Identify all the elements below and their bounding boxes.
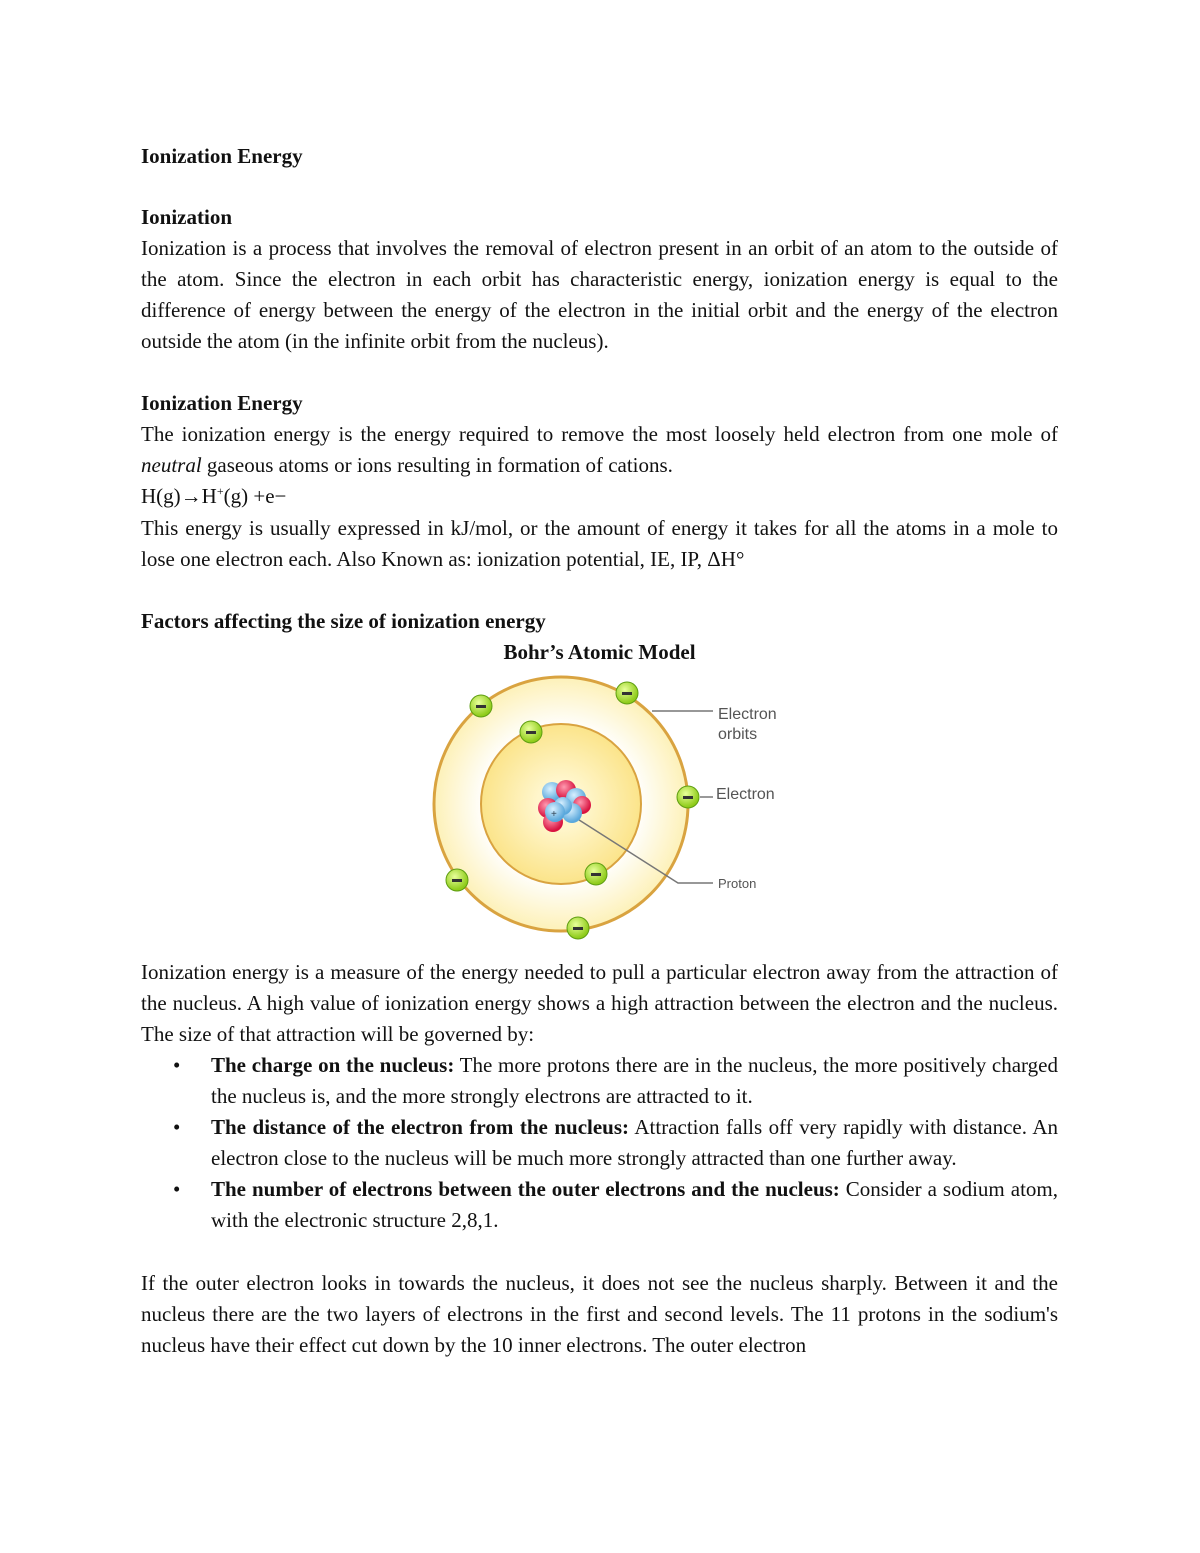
factor-item: • The charge on the nucleus: The more protons there are in the nucleus, the more positively charged the nucleus is, and the more strongly electrons are attracted to it. bbox=[141, 1050, 1058, 1112]
svg-text:+: + bbox=[551, 809, 557, 820]
closing-paragraph: If the outer electron looks in towards the nucleus, it does not see the nucleus sharply. Between it and the nucleus there are the two layers of electrons in the first and second levels. The 11 protons in the sodium's nucleus have their effect cut down by the 10 inner electrons. The outer electron bbox=[141, 1271, 1058, 1357]
label-electron: Electron bbox=[716, 786, 775, 803]
ionization-energy-paragraph: The ionization energy is the energy required to remove the most loosely held electron from one mole of neutral gaseous atoms or ions resulting in formation of cations. bbox=[141, 422, 1058, 477]
factor-item: • The distance of the electron from the nucleus: Attraction falls off very rapidly with distance. An electron close to the nucleus will be much more strongly attracted than one further away. bbox=[141, 1112, 1058, 1174]
ionization-paragraph: Ionization is a process that involves the removal of electron present in an orbit of an atom to the outside of the atom. Since the electron in each orbit has characteristic energy, ionization energy is equal to the difference of energy between the energy of the electron in the initial orbit and the energy of the electron outside the atom (in the infinite orbit from the nucleus). bbox=[141, 236, 1058, 353]
document-title: Ionization Energy bbox=[141, 144, 303, 168]
bohr-atom-diagram bbox=[420, 670, 800, 950]
electron-icon bbox=[470, 695, 492, 717]
section-heading-ionization: Ionization bbox=[141, 205, 233, 229]
label-electron-orbits-1: Electron bbox=[718, 706, 777, 723]
factors-list bbox=[141, 1050, 1058, 1236]
figure-caption: Bohr’s Atomic Model bbox=[503, 640, 696, 664]
electron-icon bbox=[677, 786, 699, 808]
ionization-equation: H(g)→H+(g) +e− bbox=[141, 484, 287, 508]
section-heading-ionization-energy: Ionization Energy bbox=[141, 391, 303, 415]
electron-icon bbox=[567, 917, 589, 939]
electron-icon bbox=[616, 682, 638, 704]
factor-item: • The number of electrons between the outer electrons and the nucleus: Consider a sodium atom, with the electronic structure 2,8,1. bbox=[141, 1174, 1058, 1236]
electron-icon bbox=[520, 721, 542, 743]
electron-icon bbox=[446, 869, 468, 891]
units-paragraph: This energy is usually expressed in kJ/mol, or the amount of energy it takes for all the atoms in a mole to lose one electron each. Also Known as: ionization potential, IE, IP, ΔH° bbox=[141, 516, 1058, 571]
electron-icon bbox=[585, 863, 607, 885]
factors-intro-paragraph: Ionization energy is a measure of the energy needed to pull a particular electron away from the attraction of the nucleus. A high value of ionization energy shows a high attraction between the electron and the nucleus. The size of that attraction will be governed by: bbox=[141, 960, 1058, 1046]
label-electron-orbits-2: orbits bbox=[718, 726, 758, 743]
section-heading-factors: Factors affecting the size of ionization energy bbox=[141, 609, 546, 633]
label-proton: Proton bbox=[718, 876, 757, 891]
